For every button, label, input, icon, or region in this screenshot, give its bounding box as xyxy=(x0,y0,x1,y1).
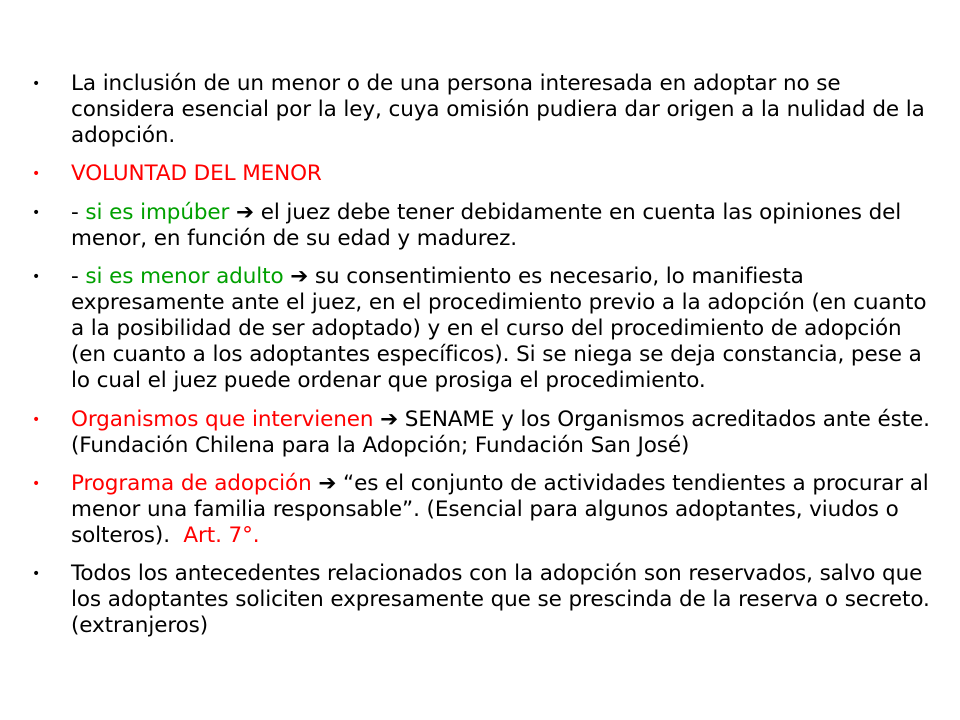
arrow-right-icon: ➔ xyxy=(290,264,309,290)
item-prefix: - xyxy=(71,199,86,225)
arrow-right-icon: ➔ xyxy=(380,406,399,432)
item-prefix: - xyxy=(71,264,86,290)
bullet-marker: • xyxy=(32,166,41,183)
bullet-marker: • xyxy=(32,475,41,492)
arrow-right-icon: ➔ xyxy=(236,199,254,225)
bullet-marker: • xyxy=(32,411,41,428)
item-text: su consentimiento es necesario, lo manifiesta expresamente ante el juez, en el procedimiento previo a la adopción (en cuanto a la posibilidad de ser adoptado) y en el curso del procedimiento de adopción (en cuanto a los adoptantes específicos). Si se niega se deja constancia, pese a lo cual el juez puede ordenar que prosiga el procedimiento. xyxy=(71,264,927,394)
bullet-item-programa xyxy=(30,471,930,549)
item-label: si es impúber xyxy=(85,199,230,225)
bullet-marker: • xyxy=(32,76,41,92)
item-label: Programa de adopción xyxy=(71,470,312,496)
bullet-marker: • xyxy=(32,204,41,221)
item-text: el juez debe tener debidamente en cuenta las opiniones del menor, en función de su edad y madurez. xyxy=(71,199,902,251)
bullet-item xyxy=(30,561,930,639)
bullet-text: Todos los antecedentes relacionados con la adopción son reservados, salvo que los adoptantes soliciten expresamente que se prescinda de la reserva o secreto. (extranjeros) xyxy=(71,561,930,639)
item-label: si es menor adulto xyxy=(85,264,284,290)
bullet-text: La inclusión de un menor o de una persona interesada en adoptar no se considera esencial por la ley, cuya omisión pudiera dar origen a la nulidad de la adopción. xyxy=(71,71,925,148)
arrow-right-icon: ➔ xyxy=(318,470,337,496)
bullet-item-impuber xyxy=(30,200,930,252)
article-reference: Art. 7°. xyxy=(183,522,260,548)
bullet-item-menor-adulto xyxy=(30,264,930,394)
bullet-item-organismos xyxy=(30,407,930,459)
item-label: Organismos que intervienen xyxy=(71,406,374,432)
bullet-list xyxy=(30,71,930,652)
bullet-marker: • xyxy=(32,269,41,286)
bullet-marker: • xyxy=(32,566,41,583)
item-text: SENAME y los Organismos acreditados ante éste. (Fundación Chilena para la Adopción; Fundación San José) xyxy=(71,406,930,458)
item-text: “es el conjunto de actividades tendientes a procurar al menor una familia responsable”. (Esencial para algunos adoptantes, viudos o solteros). xyxy=(71,470,929,548)
bullet-item xyxy=(30,71,930,149)
section-heading: VOLUNTAD DEL MENOR xyxy=(71,161,322,187)
bullet-item-voluntad-heading xyxy=(30,161,930,187)
